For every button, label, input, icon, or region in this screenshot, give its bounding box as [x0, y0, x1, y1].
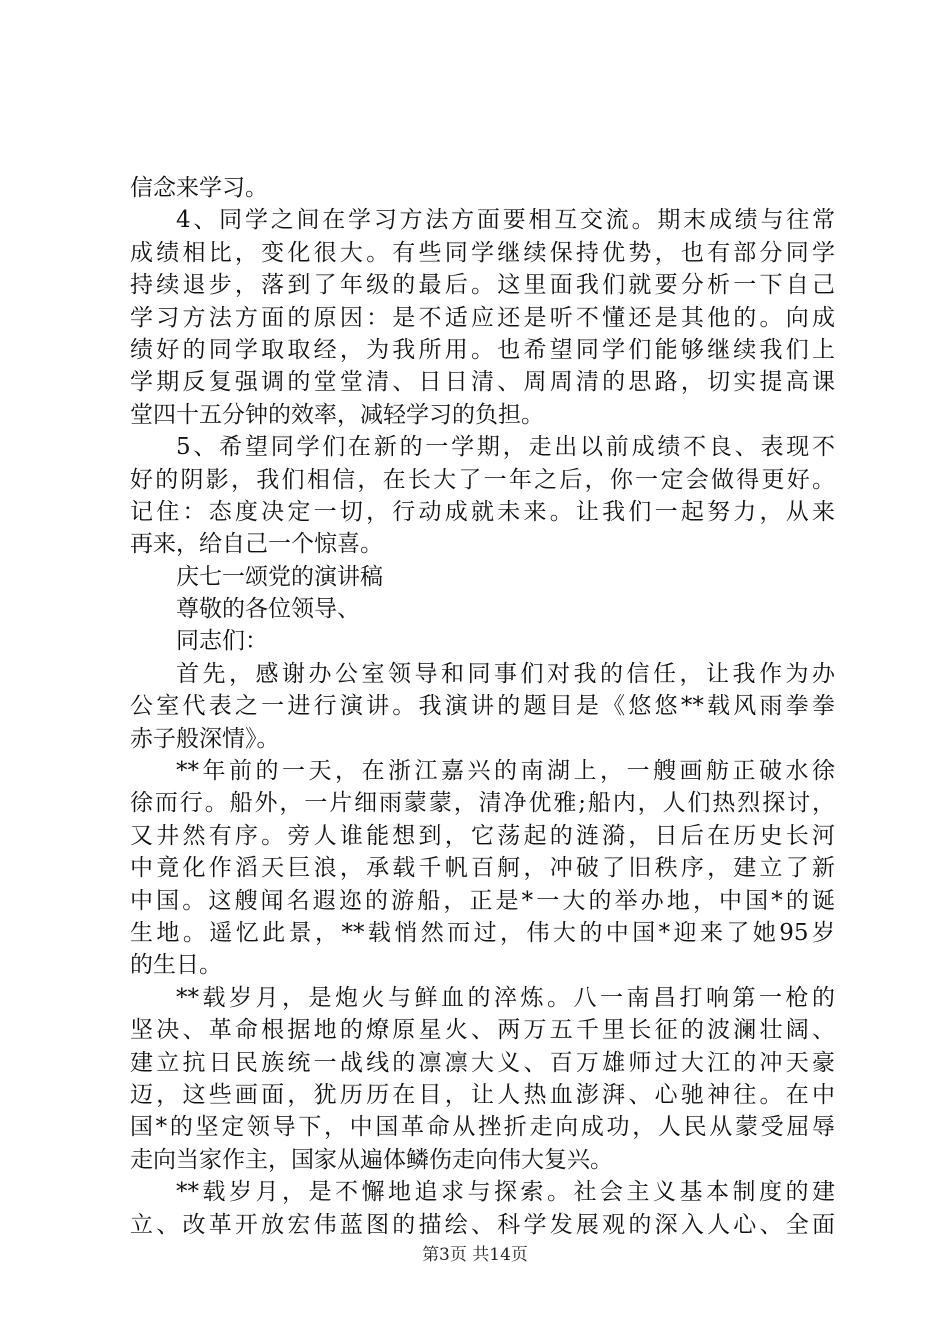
text-line: 成绩相比，变化很大。有些同学继续保持优势，也有部分同学 — [130, 239, 835, 266]
text-line: 学期反复强调的堂堂清、日日清、周周清的思路，切实提高课 — [130, 369, 835, 396]
text-line: 绩好的同学取取经，为我所用。也希望同学们能够继续我们上 — [130, 336, 835, 363]
text-line: 中国。这艘闻名遐迩的游船，正是*一大的举办地，中国*的诞 — [130, 887, 835, 914]
document-body — [130, 172, 835, 1241]
text-line: 立、改革开放宏伟蓝图的描绘、科学发展观的深入人心、全面 — [130, 1211, 835, 1238]
text-line: 庆七一颂党的演讲稿 — [176, 563, 383, 590]
text-line: 4、同学之间在学习方法方面要相互交流。期末成绩与往常 — [176, 207, 835, 234]
text-line: 同志们： — [176, 628, 268, 655]
text-line: 国*的坚定领导下，中国革命从挫折走向成功，人民从蒙受屈辱 — [130, 1114, 835, 1141]
text-line: 中竟化作滔天巨浪，承载千帆百舸，冲破了旧秩序，建立了新 — [130, 855, 835, 882]
text-line: 好的阴影，我们相信，在长大了一年之后，你一定会做得更好。 — [130, 466, 835, 493]
text-line: 建立抗日民族统一战线的凛凛大义、百万雄师过大江的冲天豪 — [130, 1049, 835, 1076]
text-line: 赤子般深情》。 — [130, 725, 280, 752]
text-line: 生地。遥忆此景，**载悄然而过，伟大的中国*迎来了她95岁 — [130, 919, 835, 946]
text-line: 堂四十五分钟的效率，减轻学习的负担。 — [130, 401, 544, 428]
text-line: 迈，这些画面，犹历历在目，让人热血澎湃、心驰神往。在中 — [130, 1081, 835, 1108]
page-footer: 第3页 共14页 — [422, 1245, 528, 1265]
text-line: 坚决、革命根据地的燎原星火、两万五千里长征的波澜壮阔、 — [130, 1017, 835, 1044]
text-line: 尊敬的各位领导、 — [176, 596, 360, 623]
text-line: **年前的一天，在浙江嘉兴的南湖上，一艘画舫正破水徐 — [176, 758, 835, 785]
text-line: 学习方法方面的原因：是不适应还是听不懂还是其他的。向成 — [130, 304, 835, 331]
text-line: 的生日。 — [130, 952, 222, 979]
text-line: **载岁月，是不懈地追求与探索。社会主义基本制度的建 — [176, 1179, 835, 1206]
text-line: 持续退步，落到了年级的最后。这里面我们就要分析一下自己 — [130, 272, 835, 299]
text-line: **载岁月，是炮火与鲜血的淬炼。八一南昌打响第一枪的 — [176, 984, 835, 1011]
text-line: 首先，感谢办公室领导和同事们对我的信任，让我作为办 — [176, 660, 835, 687]
text-line: 走向当家作主，国家从遍体鳞伤走向伟大复兴。 — [130, 1146, 613, 1173]
text-line: 公室代表之一进行演讲。我演讲的题目是《悠悠**载风雨拳拳 — [130, 693, 835, 720]
text-line: 徐而行。船外，一片细雨蒙蒙，清净优雅;船内，人们热烈探讨， — [130, 790, 835, 817]
text-line: 5、希望同学们在新的一学期，走出以前成绩不良、表现不 — [176, 434, 835, 461]
text-line: 记住：态度决定一切，行动成就未来。让我们一起努力，从来 — [130, 498, 835, 525]
text-line: 又井然有序。旁人谁能想到，它荡起的涟漪，日后在历史长河 — [130, 822, 835, 849]
text-line: 信念来学习。 — [130, 175, 268, 201]
text-line: 再来，给自己一个惊喜。 — [130, 531, 383, 558]
